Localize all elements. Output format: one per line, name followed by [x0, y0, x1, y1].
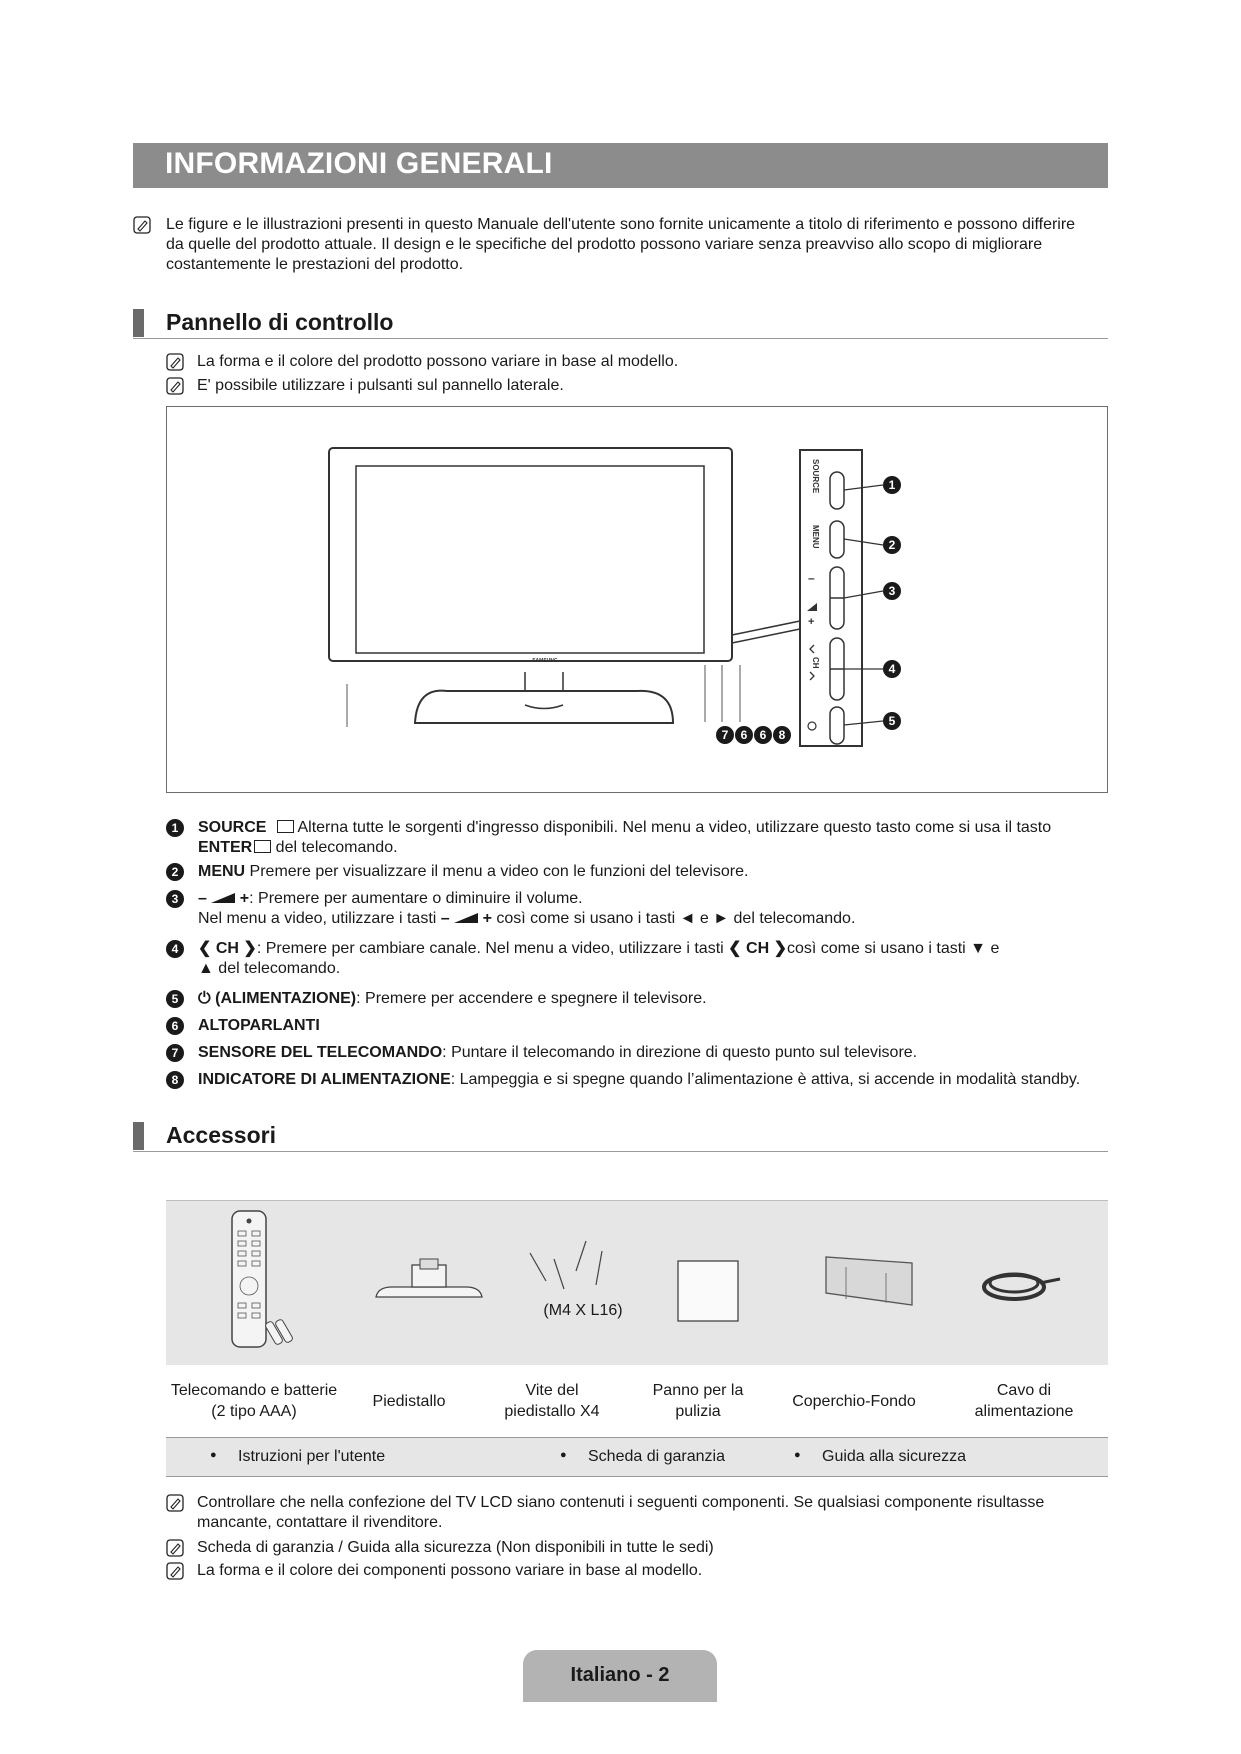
svg-text:–: – — [808, 571, 815, 585]
accessory-label-stand: Piedistallo — [372, 1392, 446, 1410]
page-number-tab — [523, 1650, 717, 1702]
accessory-note-1: Controllare che nella confezione del TV LCD siano contenuti i seguenti componenti. Se qualsiasi componente risultasse — [197, 1494, 1045, 1511]
control-panel-note-2: E' possibile utilizzare i pulsanti sul pannello laterale. — [197, 377, 564, 394]
svg-text:1: 1 — [888, 478, 896, 492]
note-icon — [166, 1539, 184, 1557]
accessory-note-2: Scheda di garanzia / Guida alla sicurezza (Non disponibili in tutte le sedi) — [197, 1539, 714, 1556]
enter-description: del telecomando. — [271, 839, 398, 856]
svg-text:5: 5 — [888, 714, 896, 728]
volume-icon: – + — [440, 910, 492, 927]
note-icon — [133, 216, 151, 234]
section-title-control-panel: Pannello di controllo — [166, 309, 394, 335]
speakers-label: ALTOPARLANTI — [198, 1017, 320, 1034]
accessory-illustrations — [166, 1201, 1108, 1366]
accessory-note-3: La forma e il colore dei componenti possono variare in base al modello. — [197, 1562, 703, 1579]
sensor-description: : Puntare il telecomando in direzione di questo punto sul televisore. — [442, 1044, 918, 1061]
svg-text:4: 4 — [888, 662, 896, 676]
document-safety-guide: ● Guida alla sicurezza — [822, 1448, 966, 1466]
accessory-label-cloth: Panno per la pulizia — [652, 1382, 744, 1420]
indicator-label: INDICATORE DI ALIMENTAZIONE — [198, 1071, 451, 1088]
channel-label: CH — [215, 940, 239, 957]
page-number: Italiano - 2 — [570, 1664, 670, 1686]
callout-number: 3 — [166, 890, 184, 908]
volume-icon: – + — [198, 890, 250, 907]
svg-text:6: 6 — [759, 728, 767, 742]
source-description: Alterna tutte le sorgenti d'ingresso disponibili. Nel menu a video, utilizzare questo tasto come si usa il tasto — [293, 819, 1052, 836]
brand-logo: SAMSUNG — [532, 658, 558, 664]
document-user-manual: ● Istruzioni per l'utente — [238, 1448, 385, 1466]
arrow-left-icon: ◄ — [679, 910, 696, 927]
enter-icon — [254, 840, 271, 853]
power-cable-icon — [984, 1274, 1060, 1299]
note-icon — [166, 1562, 184, 1580]
side-label-menu: MENU — [811, 525, 820, 549]
document-warranty-card: ● Scheda di garanzia — [588, 1448, 725, 1466]
callout-number: 1 — [166, 819, 184, 837]
arrow-up-icon: ▲ — [198, 960, 214, 977]
screws-icon — [530, 1241, 602, 1289]
enter-icon — [277, 820, 294, 833]
menu-description: Premere per visualizzare il menu a video con le funzioni del televisore. — [245, 863, 749, 880]
callout-number: 7 — [166, 1044, 184, 1062]
cleaning-cloth-icon — [678, 1261, 738, 1321]
volume-note-a: Nel menu a video, utilizzare i tasti — [198, 910, 437, 927]
page-title: INFORMAZIONI GENERALI — [165, 147, 553, 180]
section-title-accessories: Accessori — [166, 1122, 276, 1148]
channel-note-c: e — [990, 940, 1000, 957]
sensor-label: SENSORE DEL TELECOMANDO — [198, 1044, 443, 1061]
note-icon — [166, 377, 184, 395]
svg-text:7: 7 — [721, 728, 729, 742]
enter-label: ENTER — [198, 839, 253, 856]
channel-description: : Premere per cambiare canale. Nel menu a video, utilizzare i tasti — [256, 940, 724, 957]
svg-text:+: + — [808, 616, 815, 628]
section-accessories — [133, 1118, 1108, 1152]
power-icon: ⏻ — [198, 990, 216, 1007]
section-control-panel — [133, 305, 1108, 339]
side-label-ch: CH — [811, 657, 820, 669]
channel-icon: ❮ CH ❯ — [728, 940, 787, 957]
callout-number: 6 — [166, 1017, 184, 1035]
cover-bottom-icon — [826, 1257, 912, 1305]
tv-diagram — [166, 406, 1108, 793]
accessory-label-cable: Cavo di alimentazione — [974, 1382, 1074, 1420]
arrow-down-icon: ▼ — [970, 940, 987, 957]
intro-note-line-2: da quelle del prodotto attuale. Il design e le specifiche del prodotto possono variare senza preavviso allo scopo di migliorare — [166, 236, 1043, 253]
indicator-description: : Lampeggia e si spegne quando l’alimentazione è attiva, si accende in modalità standby. — [450, 1071, 1081, 1088]
accessory-label-remote: Telecomando e batterie (2 tipo AAA) — [170, 1382, 338, 1420]
accessory-labels — [166, 1365, 1108, 1437]
svg-text:2: 2 — [888, 538, 896, 552]
volume-note-c: e — [699, 910, 709, 927]
screw-spec: (M4 X L16) — [543, 1302, 623, 1319]
channel-note-b: così come si usano i tasti — [786, 940, 966, 957]
section-marker — [133, 1122, 144, 1150]
volume-note-b: così come si usano i tasti — [496, 910, 676, 927]
accessory-images — [166, 1200, 1108, 1365]
stand-icon — [376, 1259, 482, 1297]
intro-note-line-3: costantemente le prestazioni del prodotto. — [166, 256, 464, 273]
callout-number: 8 — [166, 1071, 184, 1089]
channel-icon: ❮ CH ❯ — [198, 940, 257, 957]
accessory-documents — [166, 1437, 1108, 1477]
accessory-note-1-cont: mancante, contattare il rivenditore. — [197, 1514, 443, 1531]
volume-description: : Premere per aumentare o diminuire il volume. — [249, 890, 583, 907]
note-icon — [166, 1494, 184, 1512]
callout-number: 2 — [166, 863, 184, 881]
svg-text:3: 3 — [888, 584, 896, 598]
note-icon — [166, 353, 184, 371]
callout-number: 4 — [166, 940, 184, 958]
section-marker — [133, 309, 144, 337]
svg-text:8: 8 — [778, 728, 786, 742]
svg-text:6: 6 — [740, 728, 748, 742]
control-panel-note-1: La forma e il colore del prodotto possono variare in base al modello. — [197, 353, 679, 370]
accessory-label-cover: Coperchio-Fondo — [792, 1392, 916, 1410]
menu-label: MENU — [198, 863, 246, 880]
channel-note-d: del telecomando. — [218, 960, 341, 977]
remote-control-icon — [232, 1211, 293, 1347]
callout-number: 5 — [166, 990, 184, 1008]
power-label: (ALIMENTAZIONE) — [215, 990, 357, 1007]
arrow-right-icon: ► — [713, 910, 730, 927]
intro-note-line-1: Le figure e le illustrazioni presenti in questo Manuale dell'utente sono fornite unicamente a titolo di riferimento e possono differire — [166, 216, 1076, 233]
tv-illustration — [167, 407, 1109, 794]
volume-note-d: del telecomando. — [733, 910, 856, 927]
power-description: : Premere per accendere e spegnere il televisore. — [356, 990, 707, 1007]
page-title-bar — [133, 143, 1108, 188]
source-label: SOURCE — [198, 819, 267, 836]
accessory-label-screws: Vite del piedistallo X4 — [504, 1382, 600, 1420]
side-label-source: SOURCE — [811, 459, 820, 494]
